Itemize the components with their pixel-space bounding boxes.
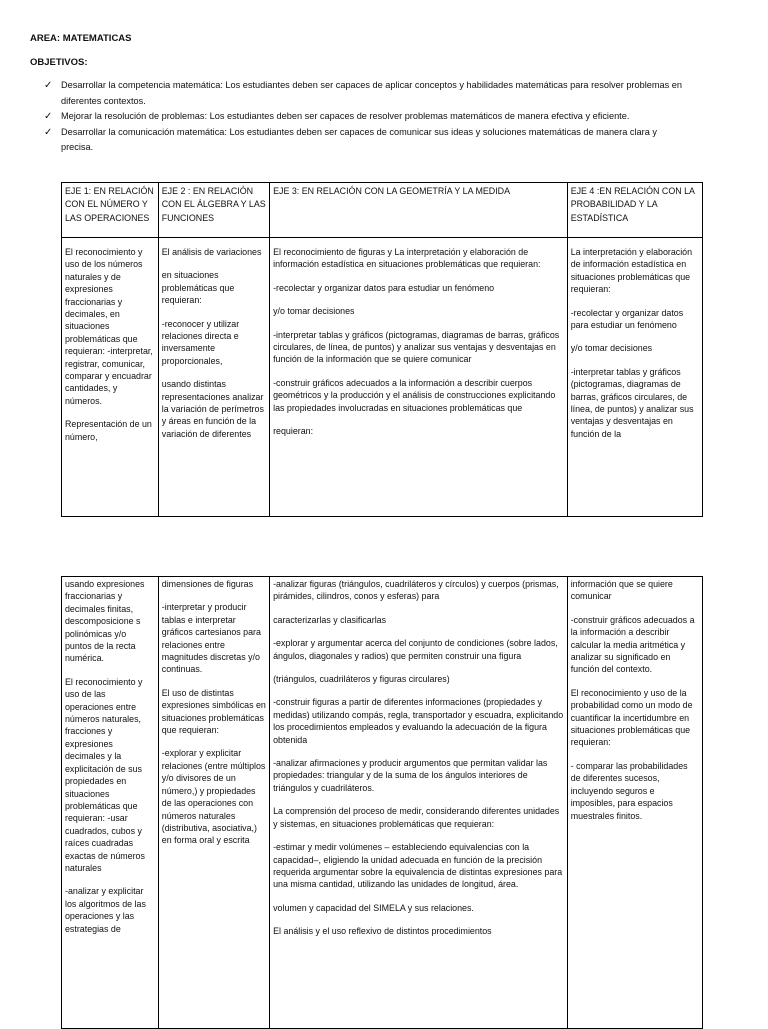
header-eje-2: EJE 2 : EN RELACIÓN CON EL ÁLGEBRA Y LAS FUNCIONES [158,183,269,238]
eje-2-cell: El análisis de variaciones en situaciones problemáticas que requieran: -reconocer y utilizar relaciones directa e inversamente proporcionales, usando distintas representaciones analizar la variación de perímetros y áreas en función de la variación de diferentes [158,238,269,517]
objective-item: ✓ Desarrollar la comunicación matemática: Los estudiantes deben ser capaces de comunicar sus ideas y soluciones matemáticas de manera clara y precisa. [44,126,657,152]
checkmark-icon: ✓ [44,111,53,122]
objectives-heading: OBJETIVOS: [30,57,88,68]
eje-4-cell: La interpretación y elaboración de información estadística en situaciones problemáticas que requieran: -recolectar y organizar datos para estudiar un fenómeno y/o tomar decisiones -interpretar tablas y gráficos (pictogramas, diagramas de barras, gráficos circulares, de línea, de puntos) y analizar sus ventajas y desventajas en función de la [567,238,702,517]
axes-table-page-1 [61,182,703,517]
eje-2-cell: dimensiones de figuras -interpretar y producir tablas e interpretar gráficos cartesianos para relaciones entre magnitudes discretas y/o continuas. El uso de distintas expresiones simbólicas en situaciones problemáticas que requieran: -explorar y explicitar relaciones (entre múltiplos y/o divisores de un número,) y propiedades de las operaciones con números naturales (distributiva, asociativa,) en forma oral y escrita [158,577,269,1029]
checkmark-icon: ✓ [44,80,53,91]
table-row [62,238,703,517]
objective-item: ✓ Mejorar la resolución de problemas: Los estudiantes deben ser capaces de resolver problemas matemáticos de manera efectiva y eficiente. [44,109,684,125]
table-row [62,577,703,1029]
eje-3-cell: -analizar figuras (triángulos, cuadriláteros y círculos) y cuerpos (prismas, pirámides, cilindros, conos y esferas) para caracterizarlas y clasificarlas -explorar y argumentar acerca del conjunto de condiciones (sobre lados, ángulos, diagonales y radios) que permiten construir una figura (triángulos, cuadriláteros y figuras circulares) -construir figuras a partir de diferentes informaciones (propiedades y medidas) utilizando compás, regla, transportador y escuadra, explicitando los procedimientos empleados y evaluando la adecuación de la figura obtenida -analizar afirmaciones y producir argumentos que permitan validar las propiedades: triangular y de la suma de los ángulos interiores de triángulos y cuadriláteros. La comprensión del proceso de medir, considerando diferentes unidades y sistemas, en situaciones problemáticas que requieran: -estimar y medir volúmenes – estableciendo equivalencias con la capacidad–, eligiendo la unidad adecuada en función de la precisión requerida argumentar sobre la equivalencia de distintas expresiones para una misma cantidad, utilizando las unidades de longitud, área. volumen y capacidad del SIMELA y sus relaciones. El análisis y el uso reflexivo de distintos procedimientos [270,577,568,1029]
axes-table-page-2 [61,576,703,1029]
objective-item: ✓ Desarrollar la competencia matemática: Los estudiantes deben ser capaces de aplicar conceptos y habilidades matemáticas para resolver problemas en diferentes contextos. [44,80,682,106]
eje-3-cell: El reconocimiento de figuras y La interpretación y elaboración de información estadística en situaciones problemáticas que requieran: -recolectar y organizar datos para estudiar un fenómeno y/o tomar decisiones -interpretar tablas y gráficos (pictogramas, diagramas de barras, gráficos circulares, de línea, de puntos) y analizar sus ventajas y desventajas en función de la información que se quiere comunicar -construir gráficos adecuados a la información a describir cuerpos geométricos y la producción y el análisis de construcciones explicitando las propiedades involucradas en situaciones problemáticas que requieran: [270,238,568,517]
header-eje-4: EJE 4 :EN RELACIÓN CON LA PROBABILIDAD Y LA ESTADÍSTICA [567,183,702,238]
eje-1-cell: usando expresiones fraccionarias y decimales finitas, descomposicione s polinómicas y/o puntos de la recta numérica. El reconocimiento y uso de las operaciones entre números naturales, fracciones y expresiones decimales y la explicitación de sus propiedades en situaciones problemáticas que requieran: -usar cuadrados, cubos y raíces cuadradas exactas de números naturales -analizar y explicitar los algoritmos de las operaciones y las estrategias de [62,577,159,1029]
header-eje-3: EJE 3: EN RELACIÓN CON LA GEOMETRÍA Y LA MEDIDA [270,183,568,238]
header-eje-1: EJE 1: EN RELACIÓN CON EL NÚMERO Y LAS OPERACIONES [62,183,159,238]
area-title: AREA: MATEMATICAS [30,33,132,44]
objectives-list [44,78,684,156]
table-header-row [62,183,703,238]
eje-4-cell: información que se quiere comunicar -construir gráficos adecuados a la información a describir calcular la media aritmética y analizar su significado en función del contexto. El reconocimiento y uso de la probabilidad como un modo de cuantificar la incertidumbre en situaciones problemáticas que requieran: - comparar las probabilidades de diferentes sucesos, incluyendo seguros e imposibles, para espacios muestrales finitos. [567,577,702,1029]
eje-1-cell: El reconocimiento y uso de los números naturales y de expresiones fraccionarias y decimales, en situaciones problemáticas que requieran: -interpretar, registrar, comunicar, comparar y encuadrar cantidades, y números. Representación de un número, [62,238,159,517]
checkmark-icon: ✓ [44,126,53,138]
